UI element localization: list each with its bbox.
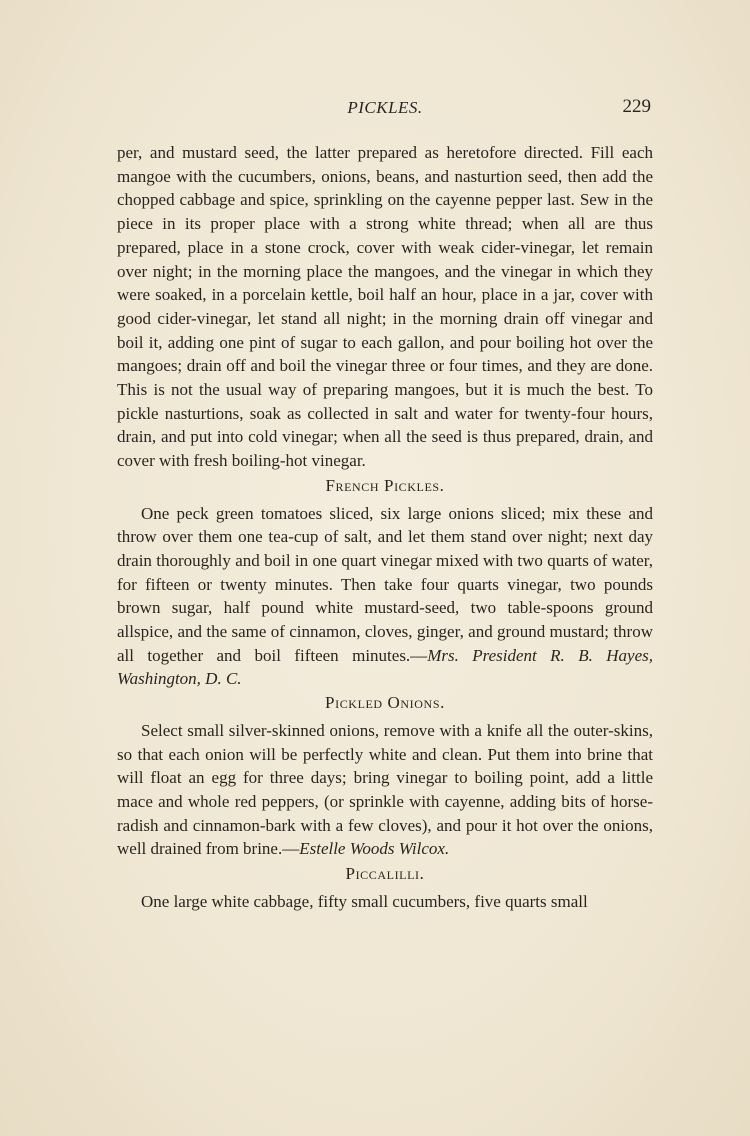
french-pickles-text: One peck green tomatoes sliced, six large onions sliced; mix these and throw over them one tea-cup of salt, and let them stand over night; next day drain thoroughly and boil in one quart vinegar mixed with two quarts of water, for fifteen or twenty minutes. Then take four quarts vinegar, two pounds brown sugar, half pound white mustard-seed, two table-spoons ground allspice, and the same of cinnamon, cloves, ginger, and ground mustard; throw all together and boil fifteen minutes.— [117,503,653,665]
piccalilli-recipe: One large white cabbage, fifty small cucumbers, five quarts small [141,891,588,911]
pickled-onions-text: Select small silver-skinned onions, remove with a knife all the outer-skins, so that each onion will be perfectly white and clean. Put them into brine that will float an egg for three days; bring vinegar to boiling point, add a little mace and whole red peppers, (or sprinkle with cayenne, adding bits of horse-radish and cinnamon-bark with a few cloves), and pour it hot over the onions, well drained from brine.— [117,720,653,859]
pickled-onions-heading: Pickled Onions. [325,693,445,713]
pickled-onions-signature: Estelle Woods Wilcox. [299,839,450,859]
pickled-onions-recipe [117,719,653,861]
page-number: 229 [622,96,651,117]
french-pickles-recipe [117,502,653,692]
page-body [117,141,653,914]
running-title: PICKLES. [347,98,423,117]
mangoes-continuation: per, and mustard seed, the latter prepared as heretofore directed. Fill each mangoe with the cucumbers, onions, beans, and nasturtion seed, then add the chopped cabbage and spice, sprinkling on the cayenne pepper last. Sew in the piece in its proper place with a strong white thread; when all are thus prepared, place in a stone crock, cover with weak cider-vinegar, let remain over night; in the morning place the mangoes, and the vinegar in which they were soaked, in a porcelain kettle, boil half an hour, place in a jar, cover with good cider-vinegar, let stand all night; in the morning drain off vinegar and boil it, adding one pint of sugar to each gallon, and pour boiling hot over the mangoes; drain off and boil the vinegar three or four times, and they are done. This is not the usual way of preparing mangoes, but it is much the best. To pickle nasturtions, soak as collected in salt and water for twenty-four hours, drain, and put into cold vinegar; when all the seed is thus prepared, drain, and cover with fresh boiling-hot vinegar. [117,143,653,471]
french-pickles-heading: French Pickles. [325,475,445,495]
running-head [117,98,653,126]
french-pickles-signature: Mrs. President R. B. Hayes, Washington, D. C. [117,645,653,689]
piccalilli-heading: Piccalilli. [345,864,425,884]
